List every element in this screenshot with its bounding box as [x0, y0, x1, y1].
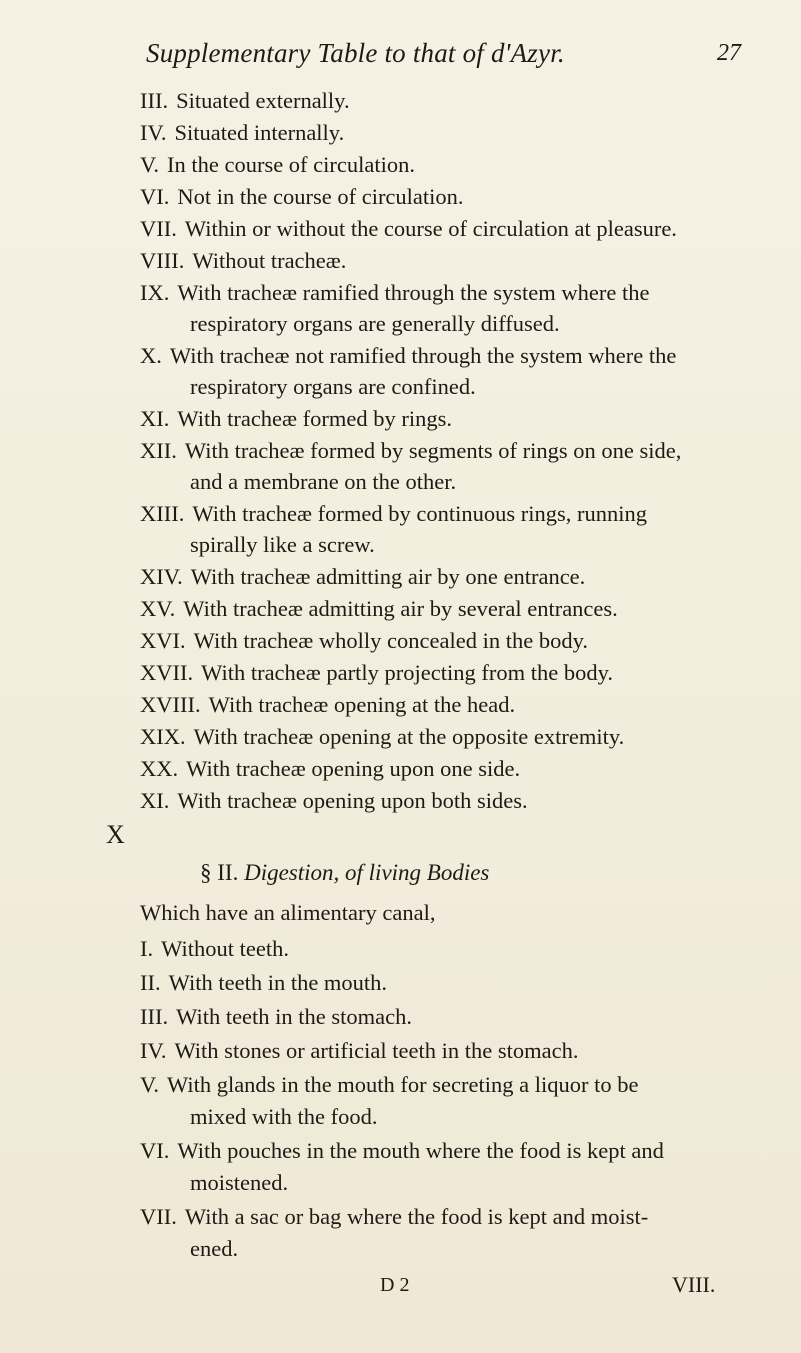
list-item: [140, 658, 613, 688]
item-text: With tracheæ admitting air by one entrance.: [190, 564, 586, 589]
item-numeral: XII.: [140, 438, 177, 463]
list-item: [140, 690, 515, 720]
list-item: [140, 404, 452, 434]
section-intro: Which have an alimentary canal,: [140, 900, 436, 925]
item-text: In the course of circulation.: [166, 152, 416, 177]
section-sign: § II.: [200, 860, 239, 885]
item-numeral: XI.: [140, 788, 170, 813]
item-text: With tracheæ opening at the head.: [208, 692, 516, 717]
item-numeral: XI.: [140, 406, 170, 431]
item-text: With tracheæ wholly concealed in the body.: [193, 628, 589, 653]
section-heading: [200, 860, 489, 886]
item-text: With tracheæ formed by continuous rings, running: [192, 501, 647, 526]
item-text: With tracheæ formed by rings.: [177, 406, 453, 431]
item-numeral: XVI.: [140, 628, 186, 653]
item-continuation: mixed with the food.: [190, 1104, 378, 1129]
item-numeral: XVII.: [140, 660, 194, 685]
item-text: Without teeth.: [161, 936, 289, 961]
list-item: [140, 150, 415, 180]
list-item: [140, 341, 676, 371]
item-text: With tracheæ partly projecting from the body.: [201, 660, 613, 685]
item-text: With a sac or bag where the food is kept and moist-: [184, 1204, 649, 1229]
item-text: Situated externally.: [176, 88, 350, 113]
list-item: [140, 626, 588, 656]
item-text: With tracheæ formed by segments of rings on one side,: [184, 438, 682, 463]
item-text: Without tracheæ.: [192, 248, 347, 273]
item-numeral: XIV.: [140, 564, 183, 589]
item-numeral: V.: [140, 1072, 159, 1097]
list-item: [140, 1136, 664, 1166]
item-text: With stones or artificial teeth in the stomach.: [174, 1038, 579, 1063]
item-numeral: VI.: [140, 1138, 170, 1163]
stray-mark: X: [106, 820, 125, 849]
item-continuation: spirally like a screw.: [190, 532, 375, 557]
item-text: With teeth in the mouth.: [168, 970, 388, 995]
item-text: Situated internally.: [174, 120, 345, 145]
item-numeral: VII.: [140, 1204, 177, 1229]
list-item: [140, 182, 464, 212]
list-item: [140, 722, 624, 752]
item-text: With teeth in the stomach.: [176, 1004, 413, 1029]
signature-mark: D 2: [380, 1274, 410, 1296]
item-numeral: II.: [140, 970, 161, 995]
page-header: [146, 38, 741, 78]
item-text: With tracheæ opening upon one side.: [186, 756, 521, 781]
list-item: [140, 499, 647, 529]
list-item: [140, 562, 585, 592]
list-item: [140, 594, 618, 624]
item-numeral: IV.: [140, 1038, 167, 1063]
item-numeral: IV.: [140, 120, 167, 145]
item-numeral: VIII.: [140, 248, 185, 273]
list-item: [140, 786, 528, 816]
item-numeral: III.: [140, 88, 169, 113]
list-item: [140, 278, 649, 308]
item-continuation: moistened.: [190, 1170, 289, 1195]
item-text: With tracheæ opening at the opposite extremity.: [193, 724, 625, 749]
item-continuation: respiratory organs are generally diffused.: [190, 311, 560, 336]
list-item: [140, 1036, 578, 1066]
catchword: VIII.: [672, 1272, 716, 1297]
item-numeral: III.: [140, 1004, 169, 1029]
item-text: With tracheæ admitting air by several entrances.: [183, 596, 618, 621]
item-numeral: XIII.: [140, 501, 185, 526]
item-numeral: X.: [140, 343, 162, 368]
page-number: 27: [717, 40, 741, 66]
list-item: [140, 1202, 648, 1232]
item-continuation: ened.: [190, 1236, 239, 1261]
list-item: [140, 246, 346, 276]
item-numeral: VI.: [140, 184, 170, 209]
list-item: [140, 754, 520, 784]
list-item: [140, 934, 289, 964]
item-continuation: and a membrane on the other.: [190, 469, 457, 494]
item-numeral: XX.: [140, 756, 179, 781]
item-numeral: XVIII.: [140, 692, 201, 717]
item-text: With pouches in the mouth where the food is kept and: [177, 1138, 664, 1163]
item-numeral: XIX.: [140, 724, 186, 749]
list-item: [140, 436, 681, 466]
item-numeral: V.: [140, 152, 159, 177]
item-text: With tracheæ not ramified through the system where the: [169, 343, 677, 368]
item-numeral: I.: [140, 936, 154, 961]
list-item: [140, 214, 677, 244]
section-title: Digestion, of living Bodies: [244, 860, 490, 885]
item-numeral: VII.: [140, 216, 177, 241]
item-numeral: IX.: [140, 280, 170, 305]
list-item: [140, 86, 350, 116]
item-text: With glands in the mouth for secreting a liquor to be: [166, 1072, 639, 1097]
running-title: Supplementary Table to that of d'Azyr.: [146, 38, 565, 68]
list-item: [140, 1070, 638, 1100]
item-numeral: XV.: [140, 596, 176, 621]
list-item: [140, 968, 387, 998]
list-item: [140, 118, 344, 148]
list-item: [140, 1002, 412, 1032]
item-text: With tracheæ ramified through the system where the: [177, 280, 650, 305]
item-text: Not in the course of circulation.: [177, 184, 464, 209]
item-text: With tracheæ opening upon both sides.: [177, 788, 528, 813]
item-continuation: respiratory organs are confined.: [190, 374, 476, 399]
item-text: Within or without the course of circulation at pleasure.: [184, 216, 677, 241]
